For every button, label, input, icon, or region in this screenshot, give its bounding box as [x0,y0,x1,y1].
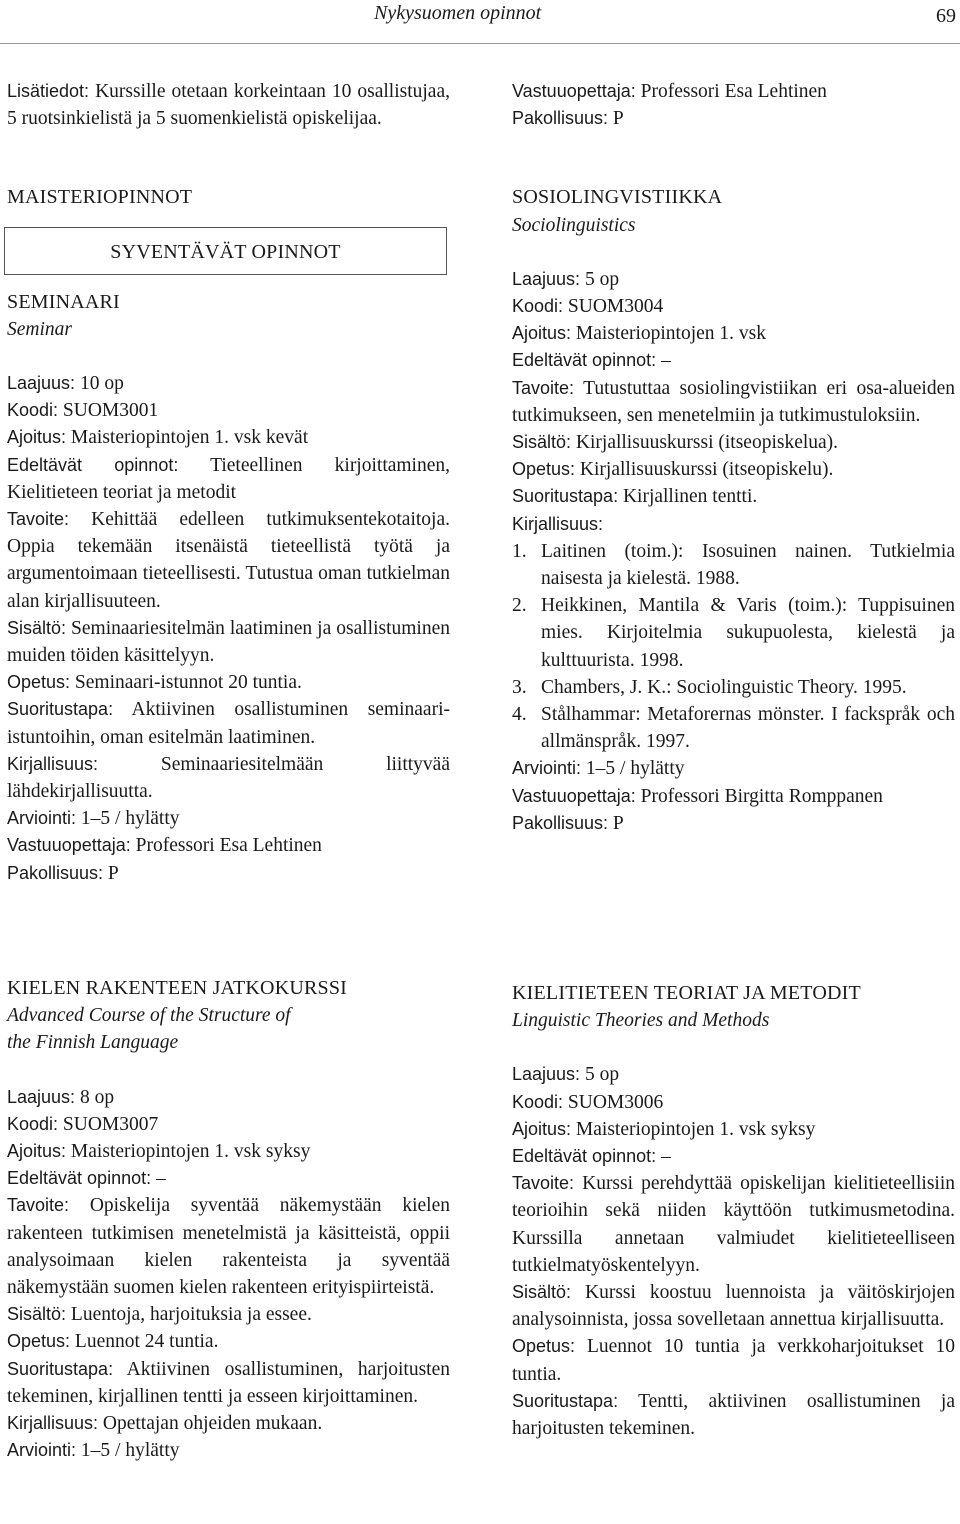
pakollisuus-label: Pakollisuus: [512,108,609,129]
arviointi-label: Arviointi: [7,1440,77,1461]
edeltavat-label: Edeltävät opinnot: [512,1146,657,1167]
pakollisuus-row [7,860,450,887]
opetus-value: Seminaari-istunnot 20 tuntia. [74,672,302,694]
pakollisuus-label: Pakollisuus: [512,812,609,833]
vastuuopettaja-value: Professori Esa Lehtinen [640,81,827,102]
koodi-row [7,397,450,424]
edeltavat-row [7,452,450,506]
pakollisuus-value: P [107,862,119,884]
ajoitus-row [7,1138,450,1165]
kirjallisuus-label: Kirjallisuus: [7,753,99,774]
ajoitus-value: Maisteriopintojen 1. vsk syksy [575,1118,816,1140]
tavoite-value: Kurssi perehdyttää opiskelijan kielitieteellisiin teorioihin sekä niiden käyttöön tutkimusmetodina. Kurssilla annetaan valmiudet kielitieteelliseen tutkielmatyöskentelyyn. [512,1173,956,1276]
opetus-row [7,669,450,696]
edeltavat-label: Edeltävät opinnot: [7,454,179,475]
arviointi-row [512,755,955,782]
tavoite-label: Tavoite: [7,509,70,530]
lisatiedot-text: Kurssille otetaan korkeintaan 10 osallistujaa, 5 ruotsinkielistä ja 5 suomenkielistä opiskelijaa. [7,81,450,130]
tavoite-label: Tavoite: [512,1173,575,1194]
literature-number: 1. [512,540,527,562]
koodi-value: SUOM3006 [567,1091,664,1113]
edeltavat-value: – [660,350,671,372]
sisalto-row [512,1279,955,1333]
course-seminaari [7,289,450,887]
sisalto-value: Kurssi koostuu luennoista ja väitöskirjojen analysoinnista, jossa sovelletaan annettua kirjallisuutta. [512,1282,955,1331]
ajoitus-value: Maisteriopintojen 1. vsk [575,323,767,345]
literature-text: Heikkinen, Mantila & Varis (toim.): Tuppisuinen mies. Kirjoitelmia sukupuolesta, kielestä ja kulttuurista. 1998. [541,595,955,671]
ajoitus-label: Ajoitus: [512,1118,572,1139]
course-sosiolingvistiikka [512,184,955,837]
section-title: MAISTERIOPINNOT [7,186,193,209]
kirjallisuus-row [7,1410,450,1437]
suoritustapa-row [512,483,955,510]
vastuuopettaja-label: Vastuuopettaja: [512,785,636,806]
lisatiedot-label: Lisätiedot: [7,81,90,101]
tavoite-row [7,1192,450,1301]
koodi-row [512,293,955,320]
ajoitus-row [7,424,450,451]
pakollisuus-row [512,105,955,132]
vastuuopettaja-row [7,832,450,859]
opetus-label: Opetus: [7,1331,71,1352]
vastuuopettaja-label: Vastuuopettaja: [7,835,131,856]
laajuus-row [7,370,450,397]
pakollisuus-label: Pakollisuus: [7,862,104,883]
pakollisuus-row [512,810,955,837]
tavoite-row [512,375,955,429]
literature-text: Stålhammar: Metaforernas mönster. I fackspråk och allmänspråk. 1997. [541,704,955,753]
course-kielitieteen-teoriat [512,980,955,1442]
koodi-label: Koodi: [512,296,564,317]
opetus-row [512,456,955,483]
laajuus-label: Laajuus: [7,373,76,394]
course-title: KIELITIETEEN TEORIAT JA METODIT [512,982,861,1004]
course-subtitle-2: the Finnish Language [7,1032,179,1054]
syventavat-box: SYVENTÄVÄT OPINNOT [4,227,447,275]
edeltavat-row [7,1165,450,1192]
edeltavat-label: Edeltävät opinnot: [7,1168,152,1189]
ajoitus-row [512,1116,955,1143]
sisalto-label: Sisältö: [512,1282,572,1303]
laajuus-row [512,1061,955,1088]
course-title: SOSIOLINGVISTIIKKA [512,186,723,209]
literature-text: Laitinen (toim.): Isosuinen nainen. Tutkielmia naisesta ja kielestä. 1988. [541,540,955,590]
suoritustapa-label: Suoritustapa: [7,1358,114,1379]
laajuus-value: 10 op [79,373,124,395]
sisalto-label: Sisältö: [7,617,67,638]
suoritustapa-value: Aktiivinen osallistuminen seminaari-istuntoihin, oman esitelmän laatiminen. [7,699,450,748]
arviointi-row [7,805,450,832]
kirjallisuus-value: Opettajan ohjeiden mukaan. [102,1413,323,1435]
pakollisuus-value: P [612,812,624,834]
laajuus-value: 8 op [79,1086,115,1108]
arviointi-label: Arviointi: [512,758,582,779]
literature-item [512,674,955,701]
sisalto-value: Seminaariesitelmän laatiminen ja osallistuminen muiden töiden käsittelyyn. [7,617,450,667]
laajuus-label: Laajuus: [512,268,581,289]
arviointi-row [7,1437,450,1464]
edeltavat-value: – [155,1168,166,1190]
literature-item [512,701,955,755]
arviointi-value: 1–5 / hylätty [80,808,180,830]
vastuuopettaja-label: Vastuuopettaja: [512,81,636,101]
tavoite-value: Kehittää edelleen tutkimuksentekotaitoja. Oppia tekemään itsenäistä tieteellistä työtä ja argumentoimaan tieteellisesti. Tutustua oman tutkielman alan kirjallisuuteen. [7,509,451,612]
sisalto-label: Sisältö: [512,432,572,453]
pakollisuus-value: P [612,108,624,130]
arviointi-label: Arviointi: [7,808,77,829]
literature-item [512,592,955,674]
page-header [0,0,960,44]
running-title: Nykysuomen opinnot [374,2,542,24]
kirjallisuus-row [512,511,955,538]
vastuuopettaja-value: Professori Birgitta Romppanen [640,785,883,807]
kirjallisuus-value: Seminaariesitelmään liittyvää lähdekirjallisuutta. [7,753,450,803]
tavoite-row [7,506,450,615]
tavoite-value: Opiskelija syventää näkemystään kielen rakenteen tutkimisen menetelmistä ja käsitteistä, oppii analysoimaan kielen rakenteista ja syventää näkemystään suomen kielen rakenteen erityispiirteistä. [7,1195,450,1299]
literature-item [512,538,955,592]
sisalto-row [7,615,450,669]
literature-list [512,538,955,756]
suoritustapa-label: Suoritustapa: [7,699,114,720]
koodi-value: SUOM3004 [567,296,664,318]
koodi-row [512,1089,955,1116]
tavoite-label: Tavoite: [512,377,575,398]
suoritustapa-value: Kirjallinen tentti. [622,486,758,508]
sisalto-value: Kirjallisuuskurssi (itseopiskelua). [575,432,839,454]
suoritustapa-row [7,1356,450,1410]
vastuuopettaja-row [512,78,955,105]
literature-number: 4. [512,704,527,726]
laajuus-label: Laajuus: [512,1064,581,1085]
ajoitus-value: Maisteriopintojen 1. vsk kevät [70,427,309,449]
tavoite-label: Tavoite: [7,1195,70,1216]
course-title: SEMINAARI [7,290,120,313]
opetus-row [512,1333,955,1387]
kirjallisuus-label: Kirjallisuus: [512,513,604,534]
arviointi-value: 1–5 / hylätty [80,1440,180,1462]
opetus-label: Opetus: [512,459,576,480]
koodi-value: SUOM3001 [62,400,159,422]
laajuus-row [512,266,955,293]
literature-number: 2. [512,595,527,617]
course-subtitle: Sociolinguistics [512,214,636,236]
opetus-value: Kirjallisuuskurssi (itseopiskelu). [579,459,834,481]
ajoitus-value: Maisteriopintojen 1. vsk syksy [70,1141,311,1163]
laajuus-value: 5 op [584,268,620,290]
right-column-top [512,78,955,837]
sisalto-row [7,1301,450,1328]
literature-text: Chambers, J. K.: Sociolinguistic Theory. 1995. [541,676,907,698]
suoritustapa-row [7,696,450,750]
header-rule [0,43,960,44]
tavoite-value: Tutustuttaa sosiolingvistiikan eri osa-alueiden tutkimukseen, sen menetelmiin ja tutkimustuloksiin. [512,377,955,426]
suoritustapa-value: Tentti, aktiivinen osallistuminen ja harjoitusten tekeminen. [512,1390,955,1440]
kirjallisuus-label: Kirjallisuus: [7,1413,99,1434]
opetus-value: Luennot 24 tuntia. [74,1331,219,1353]
edeltavat-row [512,347,955,374]
course-title: KIELEN RAKENTEEN JATKOKURSSI [7,977,348,999]
ajoitus-label: Ajoitus: [7,1141,67,1162]
course-kielen-rakenne [7,975,450,1464]
koodi-row [7,1111,450,1138]
opetus-label: Opetus: [7,672,71,693]
course-subtitle: Seminar [7,318,72,340]
suoritustapa-label: Suoritustapa: [512,486,619,507]
course-subtitle-1: Advanced Course of the Structure of [7,1005,291,1027]
literature-number: 3. [512,676,527,698]
opetus-label: Opetus: [512,1336,576,1357]
suoritustapa-value: Aktiivinen osallistuminen, harjoitusten tekeminen, kirjallinen tentti ja esseen kirjoittaminen. [7,1358,450,1407]
ajoitus-label: Ajoitus: [512,323,572,344]
left-column-top [7,78,450,887]
suoritustapa-label: Suoritustapa: [512,1390,619,1411]
vastuuopettaja-value: Professori Esa Lehtinen [135,835,322,857]
koodi-value: SUOM3007 [62,1113,159,1135]
edeltavat-value: Tieteellinen kirjoittaminen, Kielitieteen teoriat ja metodit [7,454,451,503]
edeltavat-label: Edeltävät opinnot: [512,350,657,371]
ajoitus-label: Ajoitus: [7,427,67,448]
kirjallisuus-row [7,751,450,805]
arviointi-value: 1–5 / hylätty [585,758,685,780]
ajoitus-row [512,320,955,347]
suoritustapa-row [512,1388,955,1442]
laajuus-row [7,1084,450,1111]
opetus-row [7,1328,450,1355]
sisalto-row [512,429,955,456]
lisatiedot-paragraph [7,78,450,132]
edeltavat-row [512,1143,955,1170]
laajuus-label: Laajuus: [7,1086,76,1107]
sisalto-value: Luentoja, harjoituksia ja essee. [70,1304,312,1326]
koodi-label: Koodi: [7,400,59,421]
opetus-value: Luennot 10 tuntia ja verkkoharjoitukset 10 tuntia. [512,1336,956,1385]
laajuus-value: 5 op [584,1064,620,1086]
page-number: 69 [936,5,956,27]
sisalto-label: Sisältö: [7,1304,67,1325]
edeltavat-value: – [660,1146,671,1168]
tavoite-row [512,1170,955,1279]
koodi-label: Koodi: [7,1113,59,1134]
koodi-label: Koodi: [512,1091,564,1112]
vastuuopettaja-row [512,783,955,810]
course-subtitle: Linguistic Theories and Methods [512,1010,770,1032]
